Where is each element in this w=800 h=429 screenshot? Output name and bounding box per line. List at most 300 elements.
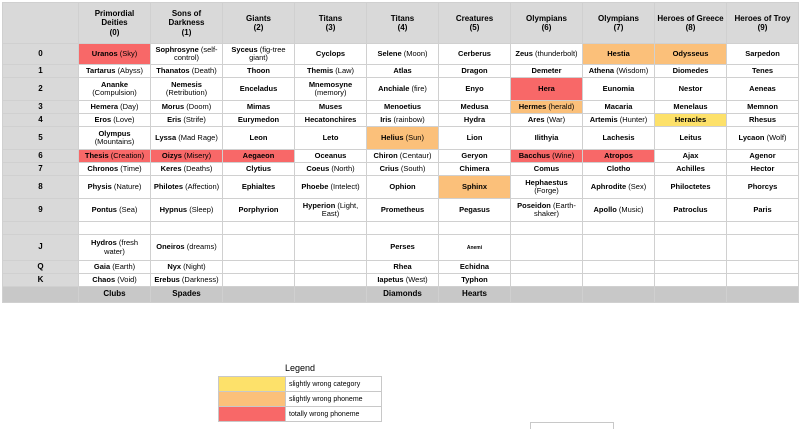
table-cell xyxy=(151,101,223,114)
cell-gloss: (Earth) xyxy=(112,261,136,271)
cell-name: Bacchus xyxy=(518,150,551,160)
table-cell xyxy=(655,101,727,114)
table-cell xyxy=(151,199,223,222)
cell-name: Ananke xyxy=(100,79,129,89)
table-cell xyxy=(727,114,799,127)
cell-name: Demeter xyxy=(531,65,562,75)
cell-name: Sphinx xyxy=(461,181,487,191)
footer-row xyxy=(3,287,799,303)
cell-name: Menoetius xyxy=(383,101,422,111)
cell-name: Hypnus xyxy=(159,204,188,214)
column-number: (5) xyxy=(469,23,480,32)
cell-name: Ephialtes xyxy=(241,181,276,191)
table-cell xyxy=(79,274,151,287)
table-cell xyxy=(295,222,367,235)
table-cell xyxy=(367,150,439,163)
cell-gloss: (dreams) xyxy=(186,242,217,252)
cell-gloss: (Mad Rage) xyxy=(178,132,218,142)
legend-label: slightly wrong phoneme xyxy=(286,392,382,407)
cell-name: Phorcys xyxy=(747,181,778,191)
cell-name: Syceus xyxy=(231,44,258,54)
legend-table xyxy=(218,376,382,422)
cell-name: Memnon xyxy=(747,101,778,111)
table-cell xyxy=(511,261,583,274)
legend-swatch xyxy=(219,392,286,407)
cell-gloss: (Night) xyxy=(183,261,206,271)
table-cell xyxy=(223,114,295,127)
table-cell xyxy=(439,78,511,101)
cell-name: Enyo xyxy=(465,83,484,93)
table-cell xyxy=(367,235,439,261)
table-cell xyxy=(727,65,799,78)
table-cell xyxy=(727,78,799,101)
table-cell xyxy=(79,261,151,274)
table-cell xyxy=(223,274,295,287)
cell-name: Hestia xyxy=(607,48,630,58)
cell-name: Paris xyxy=(753,204,772,214)
table-cell xyxy=(439,222,511,235)
table-cell xyxy=(439,101,511,114)
table-cell xyxy=(223,199,295,222)
suit-label xyxy=(727,287,799,303)
column-number: (6) xyxy=(541,23,552,32)
table-cell xyxy=(295,127,367,150)
table-row xyxy=(3,163,799,176)
cell-name: Geryon xyxy=(461,150,488,160)
table-cell xyxy=(151,127,223,150)
cell-name: Ophion xyxy=(389,181,416,191)
table-cell xyxy=(439,163,511,176)
column-header xyxy=(295,3,367,44)
cell-gloss: (Sleep) xyxy=(189,204,214,214)
cell-gloss: (fig-tree giant) xyxy=(249,44,286,62)
table-cell xyxy=(511,127,583,150)
column-header xyxy=(79,3,151,44)
table-cell xyxy=(367,274,439,287)
table-cell xyxy=(655,114,727,127)
table-row xyxy=(3,78,799,101)
cell-gloss: (Death) xyxy=(191,65,217,75)
table-cell xyxy=(151,78,223,101)
table-cell xyxy=(295,78,367,101)
legend-label: totally wrong phoneme xyxy=(286,407,382,422)
cell-name: Clytius xyxy=(245,163,271,173)
table-cell xyxy=(295,114,367,127)
cell-gloss: (Love) xyxy=(113,114,135,124)
table-cell xyxy=(727,199,799,222)
cell-gloss: (Wolf) xyxy=(766,132,787,142)
table-cell xyxy=(727,150,799,163)
table-cell xyxy=(295,101,367,114)
table-cell xyxy=(295,176,367,199)
table-cell xyxy=(511,163,583,176)
cell-name: Philoctetes xyxy=(670,181,711,191)
cell-gloss: (War) xyxy=(546,114,566,124)
table-cell xyxy=(79,127,151,150)
cell-name: Hydra xyxy=(463,114,486,124)
cell-name: Rhesus xyxy=(748,114,777,124)
row-label: 6 xyxy=(3,150,79,163)
table-cell xyxy=(655,222,727,235)
cell-name: Crius xyxy=(379,163,399,173)
cell-gloss: (Nature) xyxy=(113,181,142,191)
cell-name: Lachesis xyxy=(602,132,635,142)
table-cell xyxy=(655,199,727,222)
table-cell xyxy=(583,176,655,199)
table-cell xyxy=(223,44,295,65)
cell-name: Thesis xyxy=(84,150,109,160)
column-number: (3) xyxy=(325,23,336,32)
cell-name: Pegasus xyxy=(459,204,490,214)
cell-name: Hector xyxy=(750,163,775,173)
cell-name: Aegaeon xyxy=(242,150,275,160)
table-cell xyxy=(367,78,439,101)
cell-name: Atlas xyxy=(393,65,412,75)
table-cell xyxy=(367,199,439,222)
table-cell xyxy=(79,78,151,101)
column-name: Olympians xyxy=(598,13,639,23)
table-cell xyxy=(295,274,367,287)
table-cell xyxy=(79,163,151,176)
cell-name: Odysseus xyxy=(672,48,709,58)
legend-item xyxy=(219,392,382,407)
header-row xyxy=(3,3,799,44)
table-cell xyxy=(511,274,583,287)
cell-name: Iapetus xyxy=(377,274,404,284)
cell-gloss: (Hunter) xyxy=(619,114,648,124)
cell-name: Athena xyxy=(588,65,615,75)
column-header xyxy=(511,3,583,44)
row-label: 1 xyxy=(3,65,79,78)
table-cell xyxy=(511,78,583,101)
table-cell xyxy=(367,65,439,78)
cell-gloss: (South) xyxy=(400,163,426,173)
table-cell xyxy=(151,150,223,163)
cell-name: Chiron xyxy=(373,150,398,160)
cell-name: Eris xyxy=(167,114,182,124)
cell-name: Chimera xyxy=(459,163,490,173)
cell-name: Hera xyxy=(538,83,555,93)
cell-name: Lyssa xyxy=(155,132,177,142)
cell-name: Tartarus xyxy=(86,65,116,75)
table-cell xyxy=(295,163,367,176)
cell-gloss: (Sky) xyxy=(119,48,138,58)
column-header xyxy=(583,3,655,44)
cell-gloss: (Doom) xyxy=(186,101,212,111)
cell-gloss: (Misery) xyxy=(184,150,212,160)
table-row xyxy=(3,261,799,274)
table-cell xyxy=(223,78,295,101)
cell-gloss: (Centaur) xyxy=(399,150,432,160)
column-name: Sons of Darkness xyxy=(168,8,205,28)
table-header xyxy=(3,3,799,44)
table-cell xyxy=(439,114,511,127)
table-cell xyxy=(295,261,367,274)
table-cell xyxy=(439,274,511,287)
table-cell xyxy=(439,235,511,261)
legend xyxy=(218,361,382,422)
table-cell xyxy=(583,150,655,163)
cell-gloss: (Creation) xyxy=(110,150,145,160)
column-name: Giants xyxy=(246,13,271,23)
cell-name: Gaia xyxy=(93,261,111,271)
table-cell xyxy=(79,176,151,199)
cell-gloss: (Light, East) xyxy=(321,200,359,218)
table-cell xyxy=(511,222,583,235)
table-cell xyxy=(511,44,583,65)
table-cell xyxy=(655,163,727,176)
table-cell xyxy=(583,65,655,78)
row-label: K xyxy=(3,274,79,287)
table-cell xyxy=(439,44,511,65)
cell-name: Ajax xyxy=(682,150,699,160)
stray-box xyxy=(530,422,614,429)
table-cell xyxy=(511,199,583,222)
cell-name: Uranos xyxy=(91,48,118,58)
cell-name: Lycaon xyxy=(738,132,765,142)
cell-gloss: (Wisdom) xyxy=(616,65,649,75)
cell-name: Pontus xyxy=(91,204,117,214)
table-cell xyxy=(151,163,223,176)
legend-label: slightly wrong category xyxy=(286,377,382,392)
cell-name: Leon xyxy=(249,132,268,142)
table-cell xyxy=(655,65,727,78)
table-cell xyxy=(223,163,295,176)
cell-name: Thoon xyxy=(247,65,270,75)
cell-name: Helius xyxy=(381,132,404,142)
cell-name: Nemesis xyxy=(171,79,202,89)
cell-gloss: (Mountains) xyxy=(94,137,135,146)
cell-name: Oizys xyxy=(161,150,182,160)
cell-name: Prometheus xyxy=(380,204,425,214)
cell-name: Typhon xyxy=(461,274,488,284)
cell-gloss: (Law) xyxy=(335,65,355,75)
legend-item xyxy=(219,377,382,392)
table-cell xyxy=(583,163,655,176)
row-label: 7 xyxy=(3,163,79,176)
cell-gloss: (Forge) xyxy=(534,186,559,195)
row-label: 8 xyxy=(3,176,79,199)
table-cell xyxy=(223,222,295,235)
table-cell xyxy=(79,65,151,78)
table-cell xyxy=(583,235,655,261)
table-cell xyxy=(151,176,223,199)
cell-name: Achilles xyxy=(676,163,705,173)
cell-name: Leto xyxy=(322,132,339,142)
cell-name: Anemi xyxy=(466,244,483,251)
table-cell xyxy=(79,235,151,261)
table-cell xyxy=(727,235,799,261)
table-cell xyxy=(223,235,295,261)
table-row xyxy=(3,176,799,199)
row-label: Q xyxy=(3,261,79,274)
table-row xyxy=(3,65,799,78)
table-cell xyxy=(583,44,655,65)
cell-name: Leitus xyxy=(679,132,702,142)
cell-name: Nyx xyxy=(167,261,182,271)
suit-label: Diamonds xyxy=(367,287,439,303)
table-cell xyxy=(79,150,151,163)
cell-name: Poseidon xyxy=(517,200,551,210)
cell-gloss: (Sea) xyxy=(119,204,138,214)
table-cell xyxy=(511,150,583,163)
cell-name: Eunomia xyxy=(602,83,635,93)
corner-cell xyxy=(3,3,79,44)
table-row xyxy=(3,127,799,150)
cell-gloss: (Compulsion) xyxy=(92,88,137,97)
cell-gloss: (Time) xyxy=(120,163,142,173)
column-header xyxy=(727,3,799,44)
table-cell xyxy=(223,65,295,78)
table-row xyxy=(3,101,799,114)
column-name: Heroes of Troy xyxy=(734,13,791,23)
cell-name: Selene xyxy=(377,48,402,58)
cell-name: Olympus xyxy=(98,128,131,138)
row-label: 9 xyxy=(3,199,79,222)
table-cell xyxy=(151,222,223,235)
table-cell xyxy=(439,127,511,150)
table-footer xyxy=(3,287,799,303)
cell-name: Perses xyxy=(390,242,415,252)
cell-name: Phoebe xyxy=(301,181,329,191)
cell-gloss: (fire) xyxy=(411,83,427,93)
table-cell xyxy=(583,261,655,274)
cell-gloss: (Affection) xyxy=(185,181,220,191)
table-cell xyxy=(727,127,799,150)
table-cell xyxy=(367,127,439,150)
table-cell xyxy=(583,222,655,235)
cell-gloss: (West) xyxy=(405,274,428,284)
cell-name: Morus xyxy=(161,101,185,111)
cell-name: Themis xyxy=(306,65,334,75)
table-cell xyxy=(727,44,799,65)
table-cell xyxy=(223,127,295,150)
column-number: (0) xyxy=(109,27,120,37)
cell-gloss: (Deaths) xyxy=(183,163,213,173)
cell-name: Diomedes xyxy=(672,65,709,75)
table-cell xyxy=(511,235,583,261)
suit-label xyxy=(295,287,367,303)
table-cell xyxy=(367,261,439,274)
table-cell xyxy=(79,222,151,235)
cell-name: Philotes xyxy=(153,181,184,191)
table-cell xyxy=(583,78,655,101)
table-cell xyxy=(655,274,727,287)
column-name: Olympians xyxy=(526,13,567,23)
table-cell xyxy=(727,176,799,199)
cell-name: Nestor xyxy=(678,83,703,93)
cell-name: Thanatos xyxy=(156,65,190,75)
cell-gloss: (Retribution) xyxy=(165,88,208,97)
legend-title: Legend xyxy=(284,363,316,373)
table-cell xyxy=(79,199,151,222)
cell-name: Sophrosyne xyxy=(155,44,199,54)
table-cell xyxy=(79,114,151,127)
cell-gloss: (Darkness) xyxy=(181,274,219,284)
table-cell xyxy=(151,235,223,261)
column-number: (4) xyxy=(397,23,408,32)
column-number: (8) xyxy=(685,23,696,32)
suit-label: Hearts xyxy=(439,287,511,303)
cell-name: Hydros xyxy=(90,238,117,247)
cell-name: Physis xyxy=(87,181,112,191)
cell-gloss: (herald) xyxy=(548,101,575,111)
table-cell xyxy=(439,65,511,78)
table-cell xyxy=(439,261,511,274)
cell-name: Hecatonchires xyxy=(304,114,357,124)
cell-name: Hermes xyxy=(518,101,547,111)
cell-name: Ares xyxy=(527,114,545,124)
cell-name: Muses xyxy=(318,101,343,111)
table-cell xyxy=(223,101,295,114)
suit-label: Spades xyxy=(151,287,223,303)
cell-name: Medusa xyxy=(460,101,489,111)
table-cell xyxy=(367,222,439,235)
cell-name: Coeus xyxy=(306,163,330,173)
cell-gloss: (Music) xyxy=(618,204,644,214)
table-cell xyxy=(511,176,583,199)
table-cell xyxy=(367,44,439,65)
column-name: Creatures xyxy=(455,13,494,23)
cell-name: Zeus xyxy=(515,48,533,58)
suit-label xyxy=(583,287,655,303)
cell-name: Tenes xyxy=(751,65,774,75)
table-cell xyxy=(295,199,367,222)
row-label xyxy=(3,222,79,235)
cell-name: Mimas xyxy=(246,101,271,111)
cell-gloss: (thunderbolt) xyxy=(535,48,578,58)
cell-gloss: (memory) xyxy=(314,88,347,97)
cell-name: Comus xyxy=(533,163,560,173)
table-cell xyxy=(295,235,367,261)
cell-name: Enceladus xyxy=(239,83,278,93)
cell-gloss: (North) xyxy=(331,163,355,173)
table-cell xyxy=(151,261,223,274)
cell-name: Keres xyxy=(160,163,182,173)
cell-name: Dragon xyxy=(461,65,488,75)
table-cell xyxy=(151,65,223,78)
legend-item xyxy=(219,407,382,422)
cell-gloss: (Wine) xyxy=(552,150,575,160)
cell-gloss: (Void) xyxy=(117,274,137,284)
table-cell xyxy=(79,44,151,65)
column-number: (2) xyxy=(253,23,264,32)
cell-name: Hyperion xyxy=(302,200,336,210)
table-row xyxy=(3,199,799,222)
cell-name: Mnemosyne xyxy=(308,79,353,89)
column-header xyxy=(439,3,511,44)
cell-name: Artemis xyxy=(589,114,618,124)
column-number: (1) xyxy=(181,27,192,37)
column-number: (7) xyxy=(613,23,624,32)
cell-gloss: (rainbow) xyxy=(393,114,425,124)
table-cell xyxy=(367,163,439,176)
cell-name: Hephaestus xyxy=(525,177,568,187)
cell-name: Macaria xyxy=(604,101,633,111)
table-row xyxy=(3,150,799,163)
table-cell xyxy=(583,101,655,114)
table-cell xyxy=(367,101,439,114)
cell-name: Cerberus xyxy=(458,48,491,58)
cell-name: Oneiros xyxy=(156,242,185,252)
cell-name: Patroclus xyxy=(673,204,708,214)
table-row xyxy=(3,222,799,235)
row-label: 5 xyxy=(3,127,79,150)
cell-name: Ilithyia xyxy=(534,132,559,142)
cell-name: Aphrodite xyxy=(590,181,627,191)
suit-label xyxy=(511,287,583,303)
cell-gloss: (Earth-shaker) xyxy=(533,200,576,218)
